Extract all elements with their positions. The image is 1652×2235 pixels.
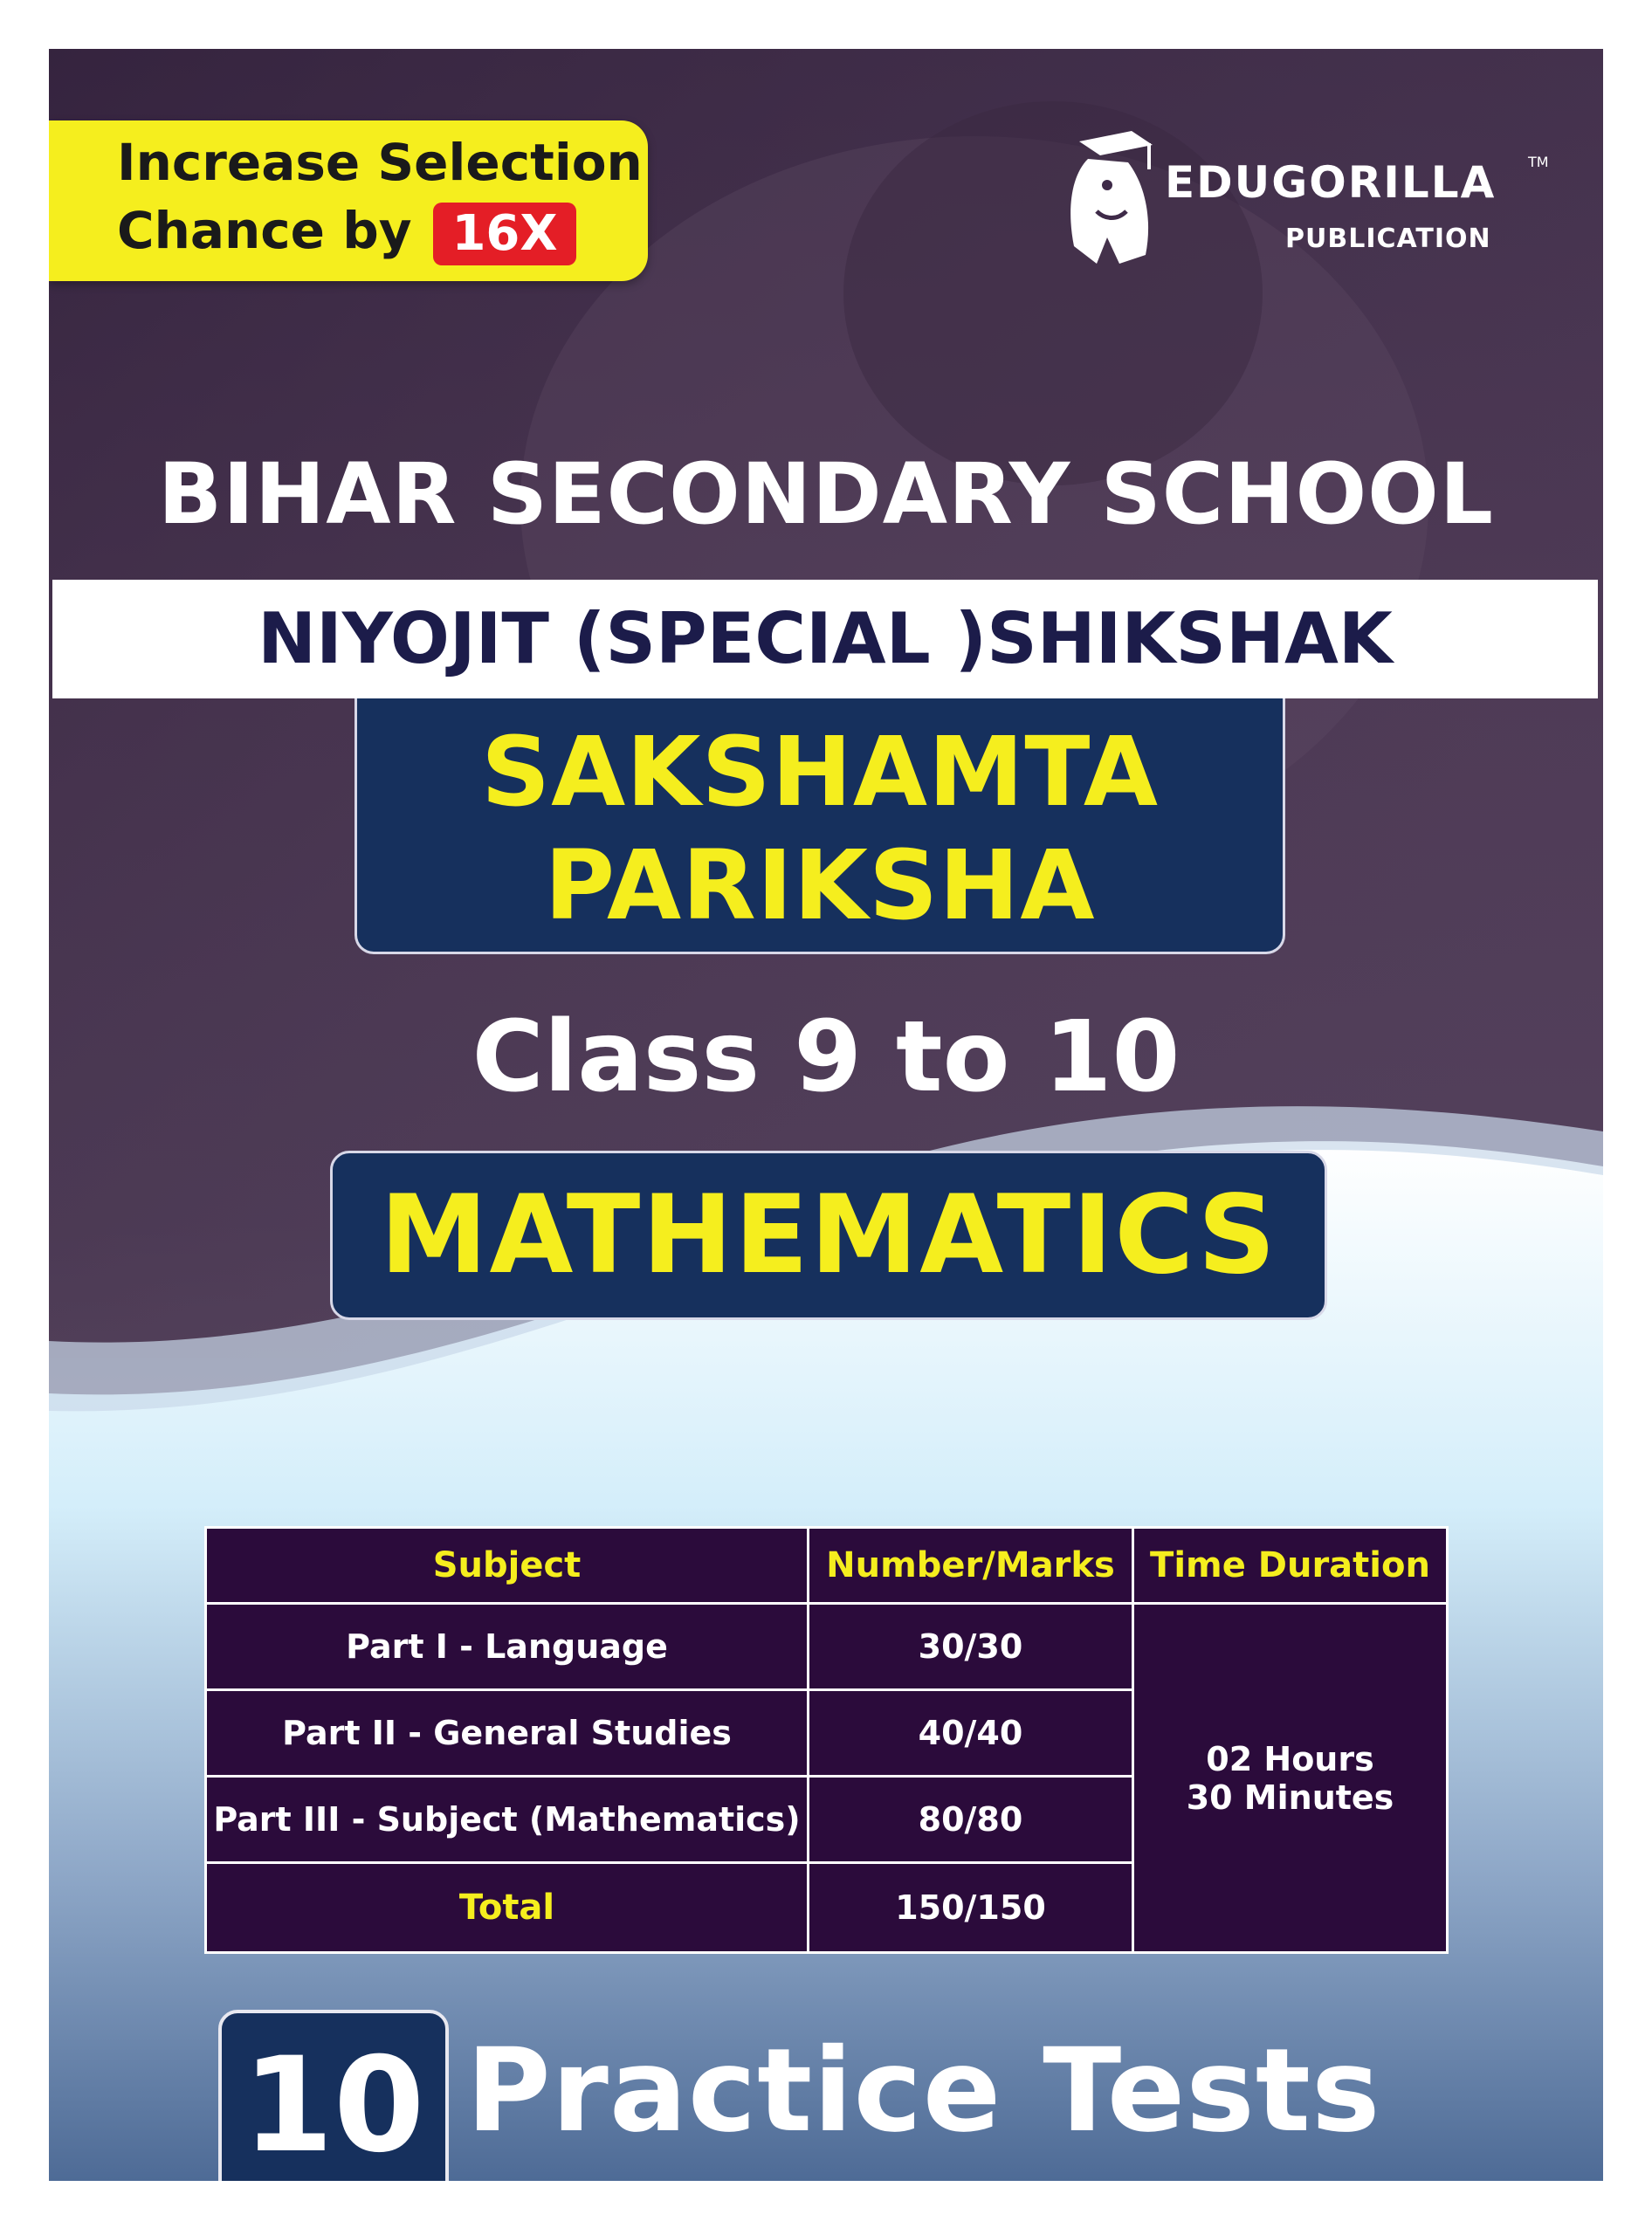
- test-count: 10: [242, 2030, 425, 2181]
- row-marks: 40/40: [809, 1689, 1133, 1776]
- header-marks: Number/Marks: [809, 1528, 1133, 1604]
- exam-name-box: [354, 698, 1285, 954]
- row-marks: 30/30: [809, 1604, 1133, 1690]
- duration-hours: 02 Hours: [1206, 1739, 1374, 1778]
- exam-pattern-table: [204, 1526, 1449, 1954]
- exam-name-line-2: PARIKSHA: [544, 829, 1096, 941]
- table-row: [206, 1604, 1448, 1690]
- cover-title-line-1: BIHAR SECONDARY SCHOOL: [158, 445, 1494, 543]
- book-cover: [49, 49, 1603, 2181]
- header-subject: Subject: [206, 1528, 809, 1604]
- trademark-mark: TM: [1528, 154, 1549, 170]
- table-header-row: [206, 1528, 1448, 1604]
- exam-name-line-1: SAKSHAMTA: [480, 716, 1160, 828]
- total-marks: 150/150: [809, 1862, 1133, 1952]
- publisher-name: EDUGORILLA: [1165, 157, 1497, 208]
- duration-cell: [1133, 1604, 1448, 1953]
- subject-title: MATHEMATICS: [380, 1173, 1277, 1298]
- badge-highlight-16x: 16X: [433, 203, 576, 265]
- cover-title-line-2: NIYOJIT (SPECIAL )SHIKSHAK: [258, 598, 1393, 679]
- row-subject: Part II - General Studies: [206, 1689, 809, 1776]
- class-range: Class 9 to 10: [472, 1001, 1180, 1114]
- subject-box: [330, 1151, 1327, 1320]
- title-strip: [52, 580, 1598, 698]
- badge-line-1: Increase Selection: [117, 133, 643, 192]
- row-marks: 80/80: [809, 1776, 1133, 1862]
- test-count-box: [218, 2010, 449, 2181]
- header-duration: Time Duration: [1133, 1528, 1448, 1604]
- total-label: Total: [206, 1862, 809, 1952]
- practice-tests-label: Practice Tests: [466, 2024, 1381, 2158]
- publisher-logo: [1062, 115, 1551, 281]
- row-subject: Part I - Language: [206, 1604, 809, 1690]
- gorilla-logo-icon: [1062, 124, 1158, 272]
- selection-chance-badge: [49, 120, 648, 281]
- duration-minutes: 30 Minutes: [1186, 1778, 1394, 1817]
- badge-line-2: Chance by: [117, 201, 412, 260]
- publisher-subtitle: PUBLICATION: [1285, 224, 1491, 254]
- row-subject: Part III - Subject (Mathematics): [206, 1776, 809, 1862]
